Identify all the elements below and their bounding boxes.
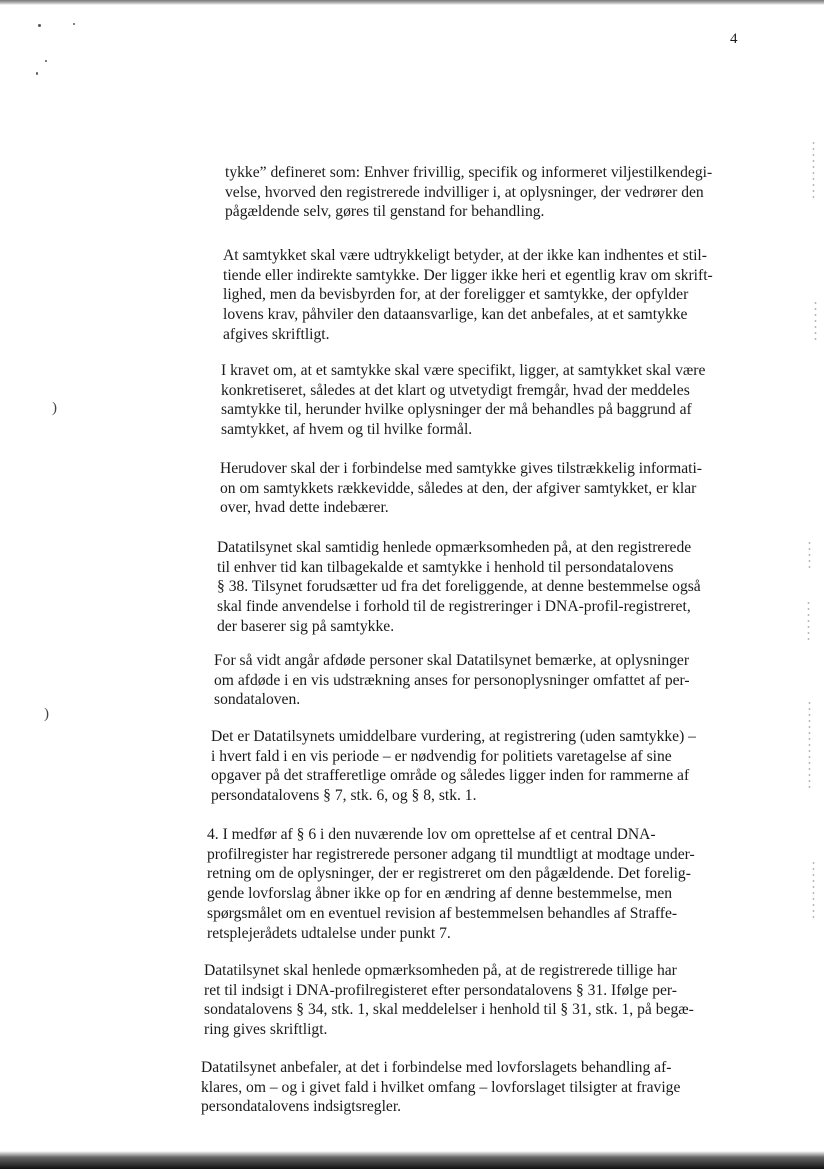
paragraph-specific-consent — [221, 361, 705, 440]
scan-speck — [73, 23, 75, 25]
scan-edge-noise — [807, 600, 810, 640]
text-line: tykke” defineret som: Enhver frivillig, specifik og informeret viljestilkendegi- — [225, 164, 713, 181]
text-line: Herudover skal der i forbindelse med samtykke gives tilstrækkelig informati- — [220, 460, 702, 477]
text-line: At samtykket skal være udtrykkeligt betyder, at der ikke kan indhentes et stil- — [223, 247, 707, 264]
text-line: pågældende selv, gøres til genstand for behandling. — [225, 203, 545, 221]
text-line: til enhver tid kan tilbagekalde et samtykke i henhold til persondatalovens — [217, 558, 674, 576]
text-line: afgives skriftligt. — [223, 325, 330, 343]
page-number: 4 — [730, 31, 738, 47]
text-line: over, hvad dette indebærer. — [220, 499, 389, 517]
text-line: gende lovforslag åbner ikke op for en ændring af denne bestemmelse, men — [207, 885, 673, 903]
scan-edge-noise — [808, 700, 811, 790]
paragraph-assessment — [211, 727, 696, 806]
text-line: klares, om – og i givet fald i hvilket omfang – lovforslaget tilsigter at fravige — [201, 1078, 681, 1096]
text-line: Datatilsynet skal samtidig henlede opmærksomheden på, at den registrerede — [217, 539, 692, 556]
text-line: Datatilsynet anbefaler, at det i forbindelse med lovforslagets behandling af- — [201, 1059, 672, 1076]
text-line: on om samtykkets rækkevidde, således at den, der afgiver samtykket, er klar — [220, 479, 697, 497]
paragraph-definition — [225, 163, 712, 222]
paragraph-section-4 — [207, 825, 695, 943]
scan-speck — [45, 60, 47, 62]
text-line: samtykket, af hvem og til hvilke formål. — [221, 421, 473, 439]
paragraph-recommendation — [201, 1058, 680, 1117]
text-line: persondatalovens indsigtsregler. — [201, 1098, 402, 1116]
paragraph-withdrawal — [217, 538, 701, 637]
text-line: retsplejerådets udtalelse under punkt 7. — [207, 924, 451, 942]
text-line: I kravet om, at et samtykke skal være specifikt, ligger, at samtykket skal være — [221, 362, 706, 379]
text-line: sondataloven. — [214, 691, 301, 709]
text-line: Datatilsynet skal henlede opmærksomheden på, at de registrerede tillige har — [204, 962, 677, 979]
text-line: § 38. Tilsynet forudsætter ud fra det foreliggende, at denne bestemmelse også — [217, 578, 701, 596]
scan-speck — [36, 72, 38, 75]
text-line: For så vidt angår afdøde personer skal Datatilsynet bemærke, at oplysninger — [214, 652, 690, 669]
text-line: tiende eller indirekte samtykke. Der ligger ikke heri et egentlig krav om skrift- — [223, 266, 713, 284]
text-line: ring gives skriftligt. — [204, 1021, 328, 1039]
text-line: velse, hvorved den registrerede indvilliger i, at oplysninger, der vedrører den — [225, 183, 704, 201]
text-line: lighed, men da bevisbyrden for, at der foreligger et samtykke, der opfylder — [223, 286, 689, 304]
scan-top-edge — [0, 0, 824, 5]
paragraph-explicit-consent — [223, 246, 713, 345]
scan-edge-noise — [812, 140, 815, 200]
text-line: samtykke til, herunder hvilke oplysninger der må behandles på baggrund af — [221, 401, 692, 419]
paragraph-deceased — [214, 651, 690, 710]
scan-bottom-edge — [0, 1151, 824, 1169]
scan-edge-noise — [808, 540, 811, 570]
text-line: konkretiseret, således at det klart og utvetydigt fremgår, hvad der meddeles — [221, 381, 690, 399]
text-line: retning om de oplysninger, der er registreret om den pågældende. Det forelig- — [207, 865, 691, 883]
text-line: lovens krav, påhviler den dataansvarlige, kan det anbefales, at et samtykke — [223, 306, 688, 324]
text-line: sondatalovens § 34, stk. 1, skal meddelelser i henhold til § 31, stk. 1, på begæ- — [204, 1001, 694, 1019]
text-line: 4. I medfør af § 6 i den nuværende lov om oprettelse af et central DNA- — [207, 826, 656, 843]
text-line: profilregister har registrerede personer adgang til mundtligt at modtage under- — [207, 845, 695, 863]
text-line: om afdøde i en vis udstrækning anses for personoplysninger omfattet af per- — [214, 671, 690, 689]
scan-edge-noise — [814, 300, 817, 340]
text-line: ret til indsigt i DNA-profilregisteret efter persondatalovens § 31. Ifølge per- — [204, 981, 677, 999]
scan-mark-left: ) — [44, 706, 49, 722]
paragraph-access-right — [204, 961, 694, 1040]
text-line: spørgsmålet om en eventuel revision af bestemmelsen behandles af Straffe- — [207, 904, 678, 922]
paragraph-information — [220, 459, 702, 518]
text-line: opgaver på det strafferetlige område og således ligger inden for rammerne af — [211, 767, 690, 785]
text-line: i hvert fald i en vis periode – er nødvendig for politiets varetagelse af sine — [211, 747, 672, 765]
text-line: der baserer sig på samtykke. — [217, 617, 395, 635]
text-line: Det er Datatilsynets umiddelbare vurdering, at registrering (uden samtykke) – — [211, 728, 696, 745]
scan-edge-noise — [812, 860, 815, 920]
scan-speck — [38, 24, 41, 27]
text-line: skal finde anvendelse i forhold til de registreringer i DNA-profil-registreret, — [217, 598, 691, 616]
scan-mark-left: ) — [52, 400, 57, 416]
text-line: persondatalovens § 7, stk. 6, og § 8, stk. 1. — [211, 787, 477, 805]
